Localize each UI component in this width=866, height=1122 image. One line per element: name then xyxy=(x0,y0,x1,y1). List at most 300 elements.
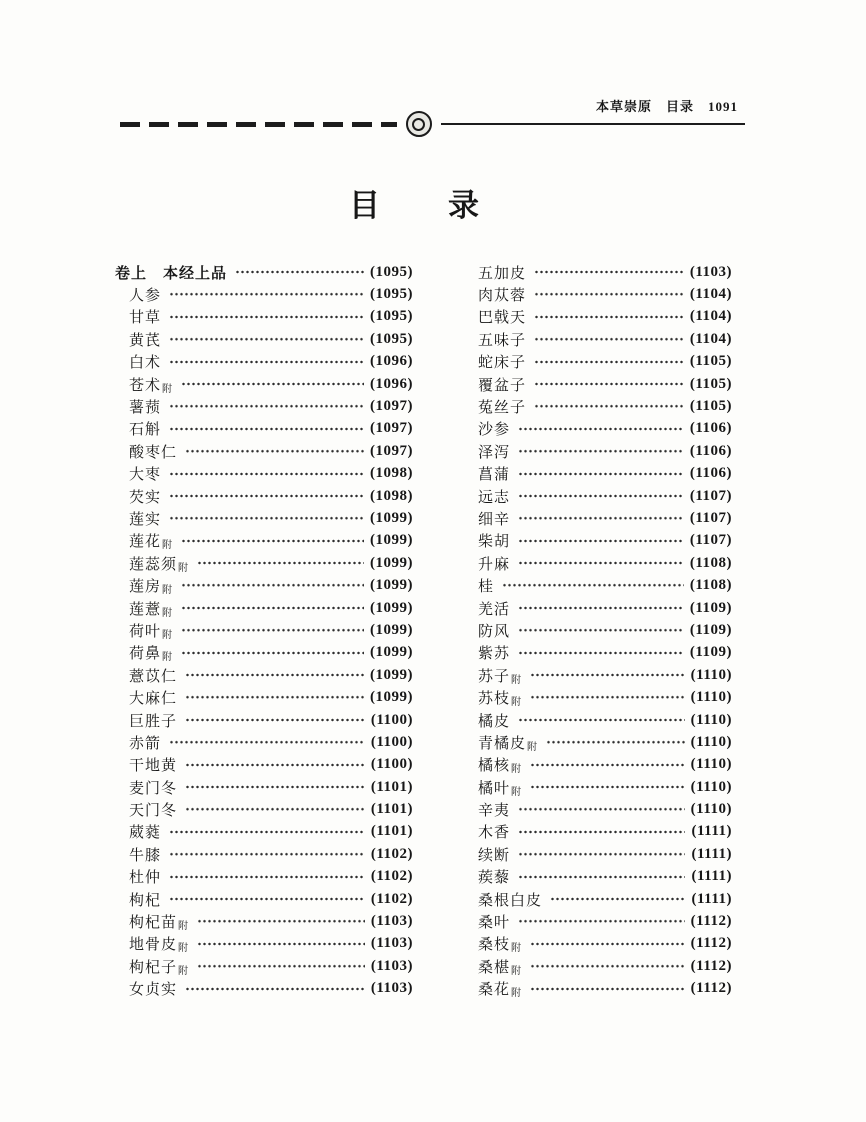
dot-leader xyxy=(530,933,685,955)
entry-name xyxy=(129,642,173,663)
entry-name xyxy=(129,799,177,820)
appendix-marker: 附 xyxy=(511,674,523,686)
entry-name xyxy=(478,889,542,910)
toc-entry xyxy=(115,888,413,910)
dot-leader xyxy=(169,463,364,485)
entry-name-text: 枸杞子 xyxy=(129,959,178,976)
dot-leader xyxy=(181,373,364,395)
entry-page-number: (1107) xyxy=(689,532,732,549)
dot-leader xyxy=(181,642,364,664)
toc-entry xyxy=(115,754,413,776)
appendix-marker: 附 xyxy=(178,943,190,955)
entry-name-text: 五加皮 xyxy=(478,265,527,282)
entry-page-number: (1099) xyxy=(370,666,413,683)
appendix-marker: 附 xyxy=(511,697,523,709)
entry-name xyxy=(478,284,526,305)
entry-name xyxy=(478,575,494,596)
entry-name xyxy=(129,933,189,954)
appendix-marker: 附 xyxy=(162,383,174,395)
dot-leader xyxy=(534,373,684,395)
entry-page-number: (1095) xyxy=(370,286,413,303)
appendix-marker: 附 xyxy=(511,786,523,798)
dot-leader xyxy=(546,731,685,753)
entry-page-number: (1099) xyxy=(370,621,413,638)
entry-page-number: (1103) xyxy=(370,957,413,974)
entry-name xyxy=(478,306,526,327)
dot-leader xyxy=(169,351,364,373)
dot-leader xyxy=(534,351,684,373)
appendix-marker: 附 xyxy=(527,741,539,753)
entry-name xyxy=(478,329,526,350)
entry-page-number: (1095) xyxy=(370,330,413,347)
toc-entry xyxy=(478,418,732,440)
dot-leader xyxy=(185,709,365,731)
entry-name xyxy=(478,821,510,842)
header-page-number: 1091 xyxy=(708,99,738,114)
toc-entry xyxy=(478,843,732,865)
appendix-marker: 附 xyxy=(178,921,190,933)
entry-name-text: 紫苏 xyxy=(478,646,511,663)
entry-name xyxy=(129,598,173,619)
entry-name-text: 泽泻 xyxy=(478,444,511,461)
entry-name-text: 杜仲 xyxy=(129,870,162,887)
dot-leader xyxy=(169,731,365,753)
entry-page-number: (1109) xyxy=(689,599,732,616)
entry-page-number: (1110) xyxy=(690,756,732,773)
toc-entry xyxy=(115,463,413,485)
entry-name xyxy=(129,620,173,641)
toc-entry xyxy=(115,530,413,552)
entry-name-text: 人参 xyxy=(129,288,162,305)
entry-name-text: 黄芪 xyxy=(129,332,162,349)
entry-name xyxy=(478,530,510,551)
dot-leader xyxy=(518,552,684,574)
dot-leader xyxy=(530,776,685,798)
toc-entry xyxy=(478,821,732,843)
entry-name-text: 石斛 xyxy=(129,422,162,439)
entry-name xyxy=(478,598,510,619)
dot-leader xyxy=(518,843,685,865)
entry-name xyxy=(129,508,161,529)
entry-page-number: (1100) xyxy=(370,756,413,773)
entry-name xyxy=(478,732,538,753)
toc-entry xyxy=(478,373,732,395)
entry-page-number: (1112) xyxy=(690,913,732,930)
entry-name-text: 莲花 xyxy=(129,534,162,551)
entry-name-text: 升麻 xyxy=(478,556,511,573)
entry-name-text: 牛膝 xyxy=(129,847,162,864)
dot-leader xyxy=(534,283,684,305)
entry-name-text: 卷上 本经上品 xyxy=(115,265,228,282)
entry-name-text: 巨胜子 xyxy=(129,713,178,730)
dot-leader xyxy=(185,686,364,708)
entry-page-number: (1106) xyxy=(689,465,732,482)
entry-page-number: (1109) xyxy=(689,644,732,661)
entry-name xyxy=(478,978,522,999)
dot-leader xyxy=(235,261,364,283)
dot-leader xyxy=(534,306,684,328)
entry-name-text: 女贞实 xyxy=(129,982,178,999)
entry-page-number: (1112) xyxy=(690,935,732,952)
appendix-marker: 附 xyxy=(178,562,190,574)
entry-page-number: (1104) xyxy=(689,330,732,347)
toc-entry xyxy=(478,283,732,305)
entry-page-number: (1105) xyxy=(689,398,732,415)
entry-name xyxy=(129,306,161,327)
entry-page-number: (1111) xyxy=(691,890,732,907)
dot-leader xyxy=(197,933,365,955)
toc-entry xyxy=(478,910,732,932)
entry-name xyxy=(129,844,161,865)
dot-leader xyxy=(197,910,365,932)
dot-leader xyxy=(169,306,364,328)
appendix-marker: 附 xyxy=(511,988,523,1000)
entry-page-number: (1109) xyxy=(689,621,732,638)
toc-entry xyxy=(478,866,732,888)
entry-name-text: 白术 xyxy=(129,355,162,372)
toc-entry xyxy=(115,373,413,395)
toc-entry xyxy=(115,843,413,865)
entry-name-text: 蛇床子 xyxy=(478,355,527,372)
dot-leader xyxy=(181,574,364,596)
toc-entry xyxy=(115,283,413,305)
toc-entry xyxy=(115,686,413,708)
toc-entry xyxy=(115,731,413,753)
entry-page-number: (1101) xyxy=(370,823,413,840)
entry-page-number: (1110) xyxy=(690,666,732,683)
dot-leader xyxy=(185,754,365,776)
entry-page-number: (1101) xyxy=(370,801,413,818)
entry-page-number: (1107) xyxy=(689,509,732,526)
entry-name xyxy=(478,441,510,462)
entry-name-text: 天门冬 xyxy=(129,803,178,820)
entry-name-text: 防风 xyxy=(478,623,511,640)
dot-leader xyxy=(181,597,364,619)
entry-name xyxy=(478,508,510,529)
entry-name-text: 甘草 xyxy=(129,310,162,327)
toc-entry xyxy=(478,395,732,417)
entry-name xyxy=(129,374,173,395)
dot-leader xyxy=(169,866,365,888)
entry-page-number: (1111) xyxy=(691,868,732,885)
entry-name xyxy=(478,866,510,887)
entry-name xyxy=(129,351,161,372)
entry-name xyxy=(129,777,177,798)
appendix-marker: 附 xyxy=(162,540,174,552)
appendix-marker: 附 xyxy=(162,607,174,619)
entry-name xyxy=(478,687,522,708)
entry-name xyxy=(129,329,161,350)
entry-page-number: (1106) xyxy=(689,420,732,437)
dot-leader xyxy=(530,955,685,977)
book-title: 本草崇原 xyxy=(595,99,652,114)
entry-page-number: (1097) xyxy=(370,420,413,437)
toc-entry xyxy=(478,731,732,753)
entry-name-text: 大麻仁 xyxy=(129,691,178,708)
toc-entry xyxy=(478,306,732,328)
entry-name xyxy=(478,777,522,798)
entry-name xyxy=(478,486,510,507)
entry-page-number: (1099) xyxy=(370,554,413,571)
entry-name-text: 莲实 xyxy=(129,511,162,528)
entry-page-number: (1099) xyxy=(370,599,413,616)
dot-leader xyxy=(534,328,684,350)
emblem-inner-ring xyxy=(412,118,425,131)
entry-name xyxy=(478,262,526,283)
toc-entry xyxy=(115,597,413,619)
toc-entry xyxy=(478,955,732,977)
entry-page-number: (1100) xyxy=(370,711,413,728)
toc-entry xyxy=(115,955,413,977)
toc-entry xyxy=(478,754,732,776)
dot-leader xyxy=(181,619,364,641)
dot-leader xyxy=(169,485,364,507)
entry-name-text: 远志 xyxy=(478,489,511,506)
dot-leader xyxy=(169,418,364,440)
toc-entry xyxy=(115,642,413,664)
entry-page-number: (1110) xyxy=(690,689,732,706)
entry-page-number: (1096) xyxy=(370,353,413,370)
entry-name-text: 莲薏 xyxy=(129,601,162,618)
toc-entry xyxy=(115,485,413,507)
entry-name xyxy=(129,710,177,731)
dot-leader xyxy=(169,843,365,865)
entry-name-text: 桑椹 xyxy=(478,959,511,976)
entry-page-number: (1099) xyxy=(370,644,413,661)
toc-entry xyxy=(115,776,413,798)
toc-entry xyxy=(478,686,732,708)
entry-name xyxy=(478,553,510,574)
entry-name-text: 桑根白皮 xyxy=(478,892,543,909)
dot-leader xyxy=(518,821,685,843)
dot-leader xyxy=(518,642,684,664)
entry-name-text: 荷鼻 xyxy=(129,646,162,663)
solid-rule-right xyxy=(441,123,745,125)
entry-page-number: (1100) xyxy=(370,733,413,750)
entry-name-text: 橘核 xyxy=(478,758,511,775)
dot-leader xyxy=(197,552,364,574)
entry-name-text: 枸杞 xyxy=(129,892,162,909)
toc-entry xyxy=(115,709,413,731)
dot-leader xyxy=(518,507,684,529)
toc-entry xyxy=(115,507,413,529)
entry-name xyxy=(478,799,510,820)
appendix-marker: 附 xyxy=(162,652,174,664)
entry-name-text: 橘叶 xyxy=(478,780,511,797)
entry-name-text: 巴戟天 xyxy=(478,310,527,327)
toc-entry xyxy=(478,440,732,462)
entry-name xyxy=(129,396,161,417)
entry-name-text: 麦门冬 xyxy=(129,780,178,797)
entry-name xyxy=(115,262,227,283)
toc-entry xyxy=(478,978,732,1000)
entry-name xyxy=(129,553,189,574)
entry-name xyxy=(129,530,173,551)
toc-entry xyxy=(478,776,732,798)
entry-name xyxy=(478,665,522,686)
page-title: 目 录 xyxy=(349,188,481,223)
entry-page-number: (1108) xyxy=(689,577,732,594)
entry-name-text: 枸杞苗 xyxy=(129,915,178,932)
dot-leader xyxy=(185,440,364,462)
entry-name xyxy=(478,396,526,417)
entry-page-number: (1101) xyxy=(370,778,413,795)
toc-entry xyxy=(478,933,732,955)
entry-name xyxy=(129,821,161,842)
entry-name-text: 芡实 xyxy=(129,489,162,506)
toc-entry xyxy=(478,351,732,373)
entry-page-number: (1099) xyxy=(370,577,413,594)
entry-name xyxy=(478,911,510,932)
dot-leader xyxy=(185,798,365,820)
entry-name-text: 赤箭 xyxy=(129,735,162,752)
entry-name-text: 苏枝 xyxy=(478,691,511,708)
entry-page-number: (1105) xyxy=(689,375,732,392)
appendix-marker: 附 xyxy=(511,965,523,977)
dot-leader xyxy=(534,261,684,283)
entry-page-number: (1099) xyxy=(370,689,413,706)
toc-entry xyxy=(478,552,732,574)
entry-name xyxy=(129,911,189,932)
dot-leader xyxy=(169,507,364,529)
entry-name-text: 薯蓣 xyxy=(129,400,162,417)
dot-leader xyxy=(518,485,684,507)
entry-name-text: 肉苁蓉 xyxy=(478,288,527,305)
toc-entry xyxy=(478,328,732,350)
header-rule xyxy=(120,110,745,138)
entry-name xyxy=(478,933,522,954)
dot-leader xyxy=(518,418,684,440)
entry-name-text: 酸枣仁 xyxy=(129,444,178,461)
entry-name-text: 橘皮 xyxy=(478,713,511,730)
entry-page-number: (1099) xyxy=(370,509,413,526)
entry-name-text: 干地黄 xyxy=(129,758,178,775)
entry-page-number: (1095) xyxy=(370,263,413,280)
entry-name xyxy=(129,575,173,596)
entry-name-text: 柴胡 xyxy=(478,534,511,551)
entry-name xyxy=(478,351,526,372)
entry-page-number: (1097) xyxy=(370,398,413,415)
entry-page-number: (1103) xyxy=(370,980,413,997)
dot-leader xyxy=(518,440,684,462)
toc-entry xyxy=(115,619,413,641)
entry-name xyxy=(478,844,510,865)
entry-name xyxy=(478,463,510,484)
entry-name-text: 莲蕊须 xyxy=(129,556,178,573)
entry-name-text: 覆盆子 xyxy=(478,377,527,394)
toc-entry xyxy=(478,507,732,529)
toc-entry xyxy=(478,463,732,485)
entry-name-text: 桑花 xyxy=(478,982,511,999)
entry-name-text: 葳蕤 xyxy=(129,825,162,842)
dot-leader xyxy=(169,395,364,417)
toc-entry xyxy=(478,597,732,619)
toc-entry xyxy=(115,933,413,955)
dot-leader xyxy=(530,686,685,708)
entry-name-text: 莲房 xyxy=(129,579,162,596)
entry-page-number: (1106) xyxy=(689,442,732,459)
toc-entry xyxy=(115,552,413,574)
dot-leader xyxy=(534,395,684,417)
entry-name-text: 辛夷 xyxy=(478,803,511,820)
appendix-marker: 附 xyxy=(178,965,190,977)
dashed-rule-left xyxy=(120,122,397,127)
dot-leader xyxy=(169,283,364,305)
dot-leader xyxy=(518,463,684,485)
entry-page-number: (1110) xyxy=(690,733,732,750)
entry-name xyxy=(478,710,510,731)
entry-page-number: (1110) xyxy=(690,778,732,795)
toc-column-right xyxy=(478,261,732,1000)
entry-name xyxy=(129,665,177,686)
entry-page-number: (1099) xyxy=(370,532,413,549)
dot-leader xyxy=(518,798,685,820)
toc-entry xyxy=(478,664,732,686)
entry-name xyxy=(478,418,510,439)
appendix-marker: 附 xyxy=(511,764,523,776)
entry-name xyxy=(129,889,161,910)
dot-leader xyxy=(530,664,685,686)
toc-column-left xyxy=(115,261,413,1000)
entry-page-number: (1098) xyxy=(370,487,413,504)
toc-entry xyxy=(115,664,413,686)
toc-entry xyxy=(478,798,732,820)
dot-leader xyxy=(185,664,364,686)
appendix-marker: 附 xyxy=(162,629,174,641)
entry-name-text: 五味子 xyxy=(478,332,527,349)
entry-name-text: 苏子 xyxy=(478,668,511,685)
dot-leader xyxy=(530,754,685,776)
entry-name xyxy=(478,374,526,395)
dot-leader xyxy=(518,866,685,888)
entry-name-text: 苍术 xyxy=(129,377,162,394)
entry-name-text: 大枣 xyxy=(129,467,162,484)
entry-name xyxy=(129,463,161,484)
publisher-emblem-icon xyxy=(406,111,432,137)
toc-entry xyxy=(115,328,413,350)
entry-page-number: (1102) xyxy=(370,890,413,907)
entry-page-number: (1111) xyxy=(691,845,732,862)
dot-leader xyxy=(185,978,365,1000)
entry-name xyxy=(129,866,161,887)
toc-entry xyxy=(478,888,732,910)
dot-leader xyxy=(197,955,365,977)
toc-entry xyxy=(478,619,732,641)
entry-name xyxy=(129,956,189,977)
dot-leader xyxy=(518,597,684,619)
entry-page-number: (1104) xyxy=(689,308,732,325)
toc-entry xyxy=(478,574,732,596)
entry-name-text: 青橘皮 xyxy=(478,735,527,752)
dot-leader xyxy=(518,709,685,731)
entry-name xyxy=(478,956,522,977)
dot-leader xyxy=(169,821,365,843)
entry-name xyxy=(129,486,161,507)
toc-entry xyxy=(115,821,413,843)
entry-name xyxy=(129,732,161,753)
entry-page-number: (1096) xyxy=(370,375,413,392)
entry-page-number: (1105) xyxy=(689,353,732,370)
entry-name-text: 续断 xyxy=(478,847,511,864)
toc-entry xyxy=(115,798,413,820)
toc-entry xyxy=(115,418,413,440)
dot-leader xyxy=(518,910,685,932)
entry-page-number: (1097) xyxy=(370,442,413,459)
entry-name-text: 薏苡仁 xyxy=(129,668,178,685)
toc-entry xyxy=(478,709,732,731)
dot-leader xyxy=(518,619,684,641)
entry-page-number: (1112) xyxy=(690,957,732,974)
